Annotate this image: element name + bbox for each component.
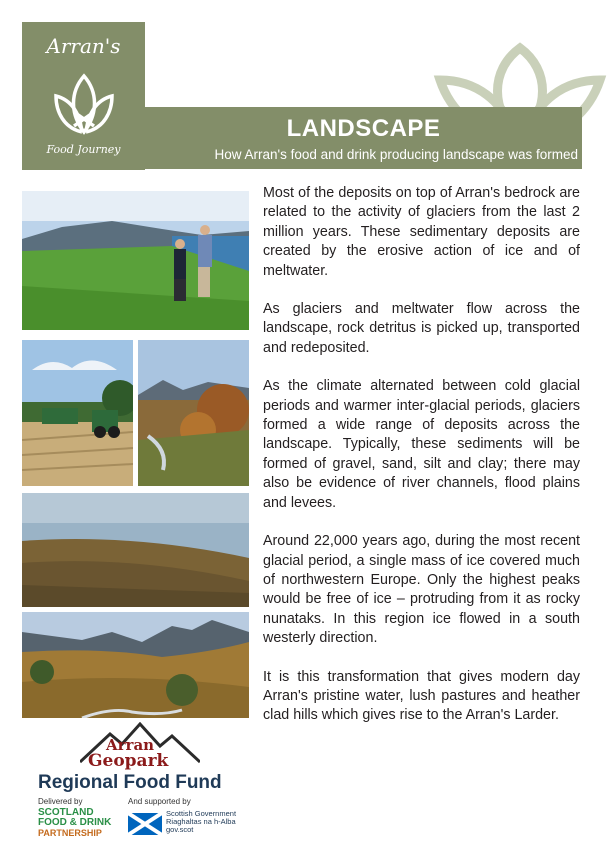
paragraph: As glaciers and meltwater flow across the landscape, rock detritus is picked up, transported and redeposited. (263, 301, 580, 356)
gov-line1: Scottish Government (166, 809, 237, 818)
photo-autumn-glen (138, 340, 249, 486)
sfd-line3: PARTNERSHIP (38, 828, 102, 838)
arrans-food-journey-logo (22, 22, 145, 170)
scotland-food-drink-logo (38, 808, 111, 838)
geopark-name-line1: Arran (106, 736, 155, 754)
sfd-line2: FOOD & DRINK (38, 817, 112, 828)
page-title: LANDSCAPE (286, 115, 441, 142)
lotus-knot-icon (52, 62, 116, 142)
supported-by-label: And supported by (128, 797, 191, 806)
paragraph: Around 22,000 years ago, during the most recent glacial period, a single mass of ice covered much of northwestern Europe. Only the highest peaks would be free of ice – protruding from it as rocky nunataks. In this region ice flowed in a south westerly direction. (263, 533, 580, 647)
photo-glen-mountains (22, 612, 249, 718)
photo-tractors-field (22, 340, 133, 486)
delivered-by-label: Delivered by (38, 797, 83, 806)
logo-title: Arran's (46, 34, 121, 58)
photo-moorland-hills (22, 493, 249, 607)
gov-line3: gov.scot (166, 825, 194, 834)
paragraph: Most of the deposits on top of Arran's bedrock are related to the activity of glaciers from the last 2 million years. These sedimentary deposits are created by the erosive action of ice and of meltwater. (263, 185, 580, 279)
header-banner (145, 107, 582, 169)
geopark-name-line2: Geopark (88, 751, 169, 771)
paragraph: It is this transformation that gives modern day Arran's pristine water, lush pastures and heather clad hills which gives rise to the Arran's Larder. (263, 668, 580, 724)
page-subtitle: How Arran's food and drink producing landscape was formed (214, 147, 578, 162)
photo-hillside-walkers (22, 191, 249, 330)
scottish-government-logo (166, 810, 236, 834)
gov-line2: Riaghaltas na h-Alba (166, 817, 236, 826)
sfd-line1: SCOTLAND (38, 807, 94, 818)
logo-subtitle: Food Journey (46, 143, 121, 156)
regional-food-fund-title: Regional Food Fund (38, 772, 222, 793)
paragraph: As the climate alternated between cold glacial periods and warmer inter-glacial periods, glaciers formed a wide range of deposits across the landscape. Typically, these sediments will be formed of gravel, sand, silt and clay; there may also be evidence of river channels, flood plains and levees. (263, 378, 580, 511)
body-text (263, 184, 580, 745)
